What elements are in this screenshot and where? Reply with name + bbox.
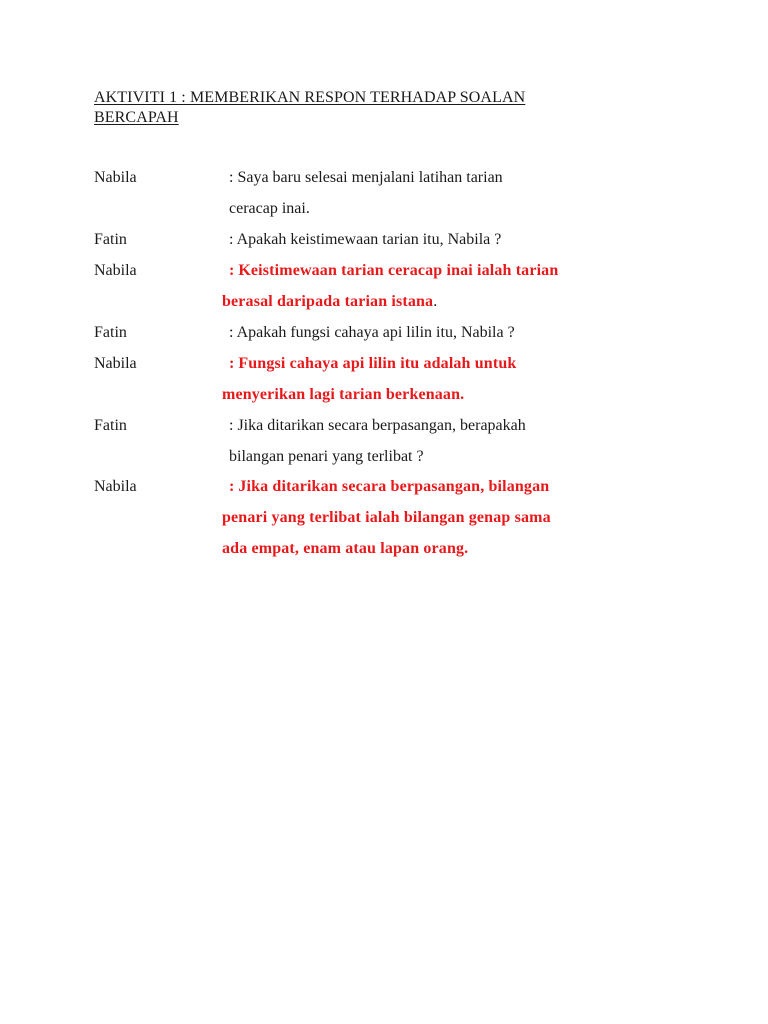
speaker-label: Fatin <box>94 231 127 248</box>
answer-text-continued: menyerikan lagi tarian berkenaan. <box>222 386 465 403</box>
answer-text-continued: penari yang terlibat ialah bilangan genap sama <box>222 509 551 526</box>
answer-colon: : <box>229 262 235 279</box>
answer-text: Fungsi cahaya api lilin itu adalah untuk <box>238 355 517 372</box>
answer-colon: : <box>229 478 235 495</box>
answer-text: Jika ditarikan secara berpasangan, bilangan <box>238 478 550 495</box>
answer-text: Keistimewaan tarian ceracap inai ialah tarian <box>238 262 559 279</box>
activity-title-line-1: AKTIVITI 1 : MEMBERIKAN RESPON TERHADAP SOALAN <box>94 89 526 106</box>
speaker-label: Nabila <box>94 355 137 372</box>
dialogue-text: : Saya baru selesai menjalani latihan tarian <box>229 169 503 186</box>
speaker-label: Fatin <box>94 417 127 434</box>
sentence-period: . <box>433 293 438 310</box>
activity-title <box>94 88 614 128</box>
speaker-label: Fatin <box>94 324 127 341</box>
answer-line <box>229 354 516 374</box>
speaker-label: Nabila <box>94 262 137 279</box>
dialogue-question: : Jika ditarikan secara berpasangan, berapakah <box>229 417 526 434</box>
dialogue-question: : Apakah keistimewaan tarian itu, Nabila ? <box>229 231 502 248</box>
dialogue-question-continued: bilangan penari yang terlibat ? <box>229 448 424 465</box>
dialogue-text-continued: ceracap inai. <box>229 200 310 217</box>
speaker-label: Nabila <box>94 478 137 495</box>
answer-colon: : <box>229 355 235 372</box>
answer-line-continued <box>222 292 437 312</box>
dialogue-question: : Apakah fungsi cahaya api lilin itu, Nabila ? <box>229 324 515 341</box>
activity-title-line-2: BERCAPAH <box>94 109 179 126</box>
answer-line <box>229 477 549 497</box>
answer-text: berasal daripada tarian istana <box>222 293 434 310</box>
speaker-label: Nabila <box>94 169 137 186</box>
answer-text-continued: ada empat, enam atau lapan orang. <box>222 540 469 557</box>
answer-line <box>229 261 558 281</box>
